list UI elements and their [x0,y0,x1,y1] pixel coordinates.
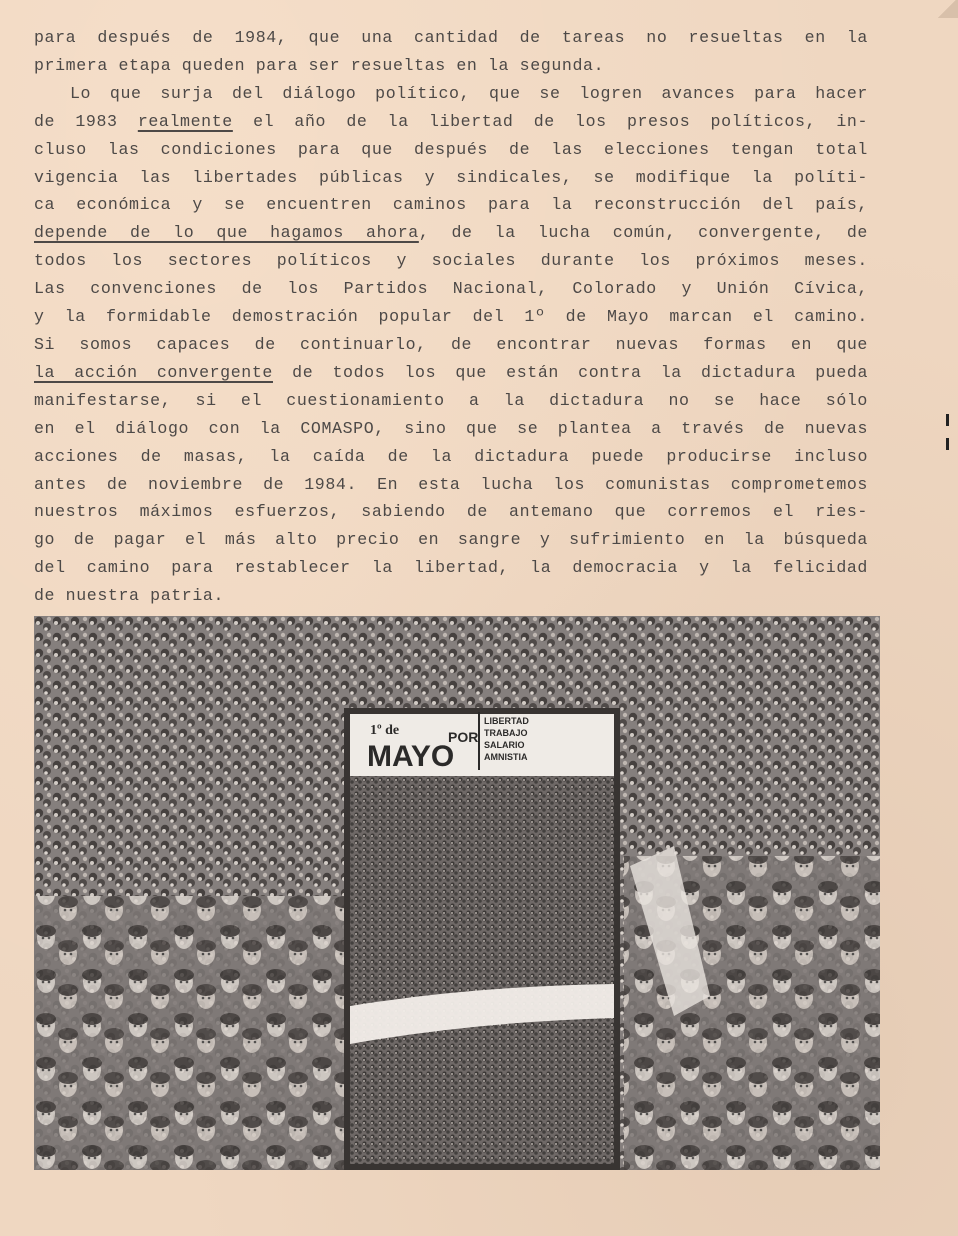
text-segment: , de la lucha común, convergente, de [418,223,868,243]
text-line: cluso las condiciones para que después de las elecciones tengan total [34,139,868,159]
banner-headline: MAYO [367,740,455,773]
edge-mark [946,438,949,450]
page-fold-corner [936,0,958,18]
crowd-photograph [34,616,880,1170]
text-line: Las convenciones de los Partidos Nacional, Colorado y Unión Cívica, [34,279,868,299]
banner-list-item: SALARIO [484,740,525,750]
crowd-photo-graphic [34,616,880,1170]
banner-por: POR [448,729,479,745]
edge-mark [946,414,949,426]
article-text [34,24,868,610]
text-line: vigencia las libertades públicas y sindicales, se modifique la políti- [34,167,868,187]
text-line: todos los sectores políticos y sociales durante los próximos meses. [34,251,868,271]
text-line: Lo que surja del diálogo político, que se logren avances para hacer [70,83,868,103]
text-line: go de pagar el más alto precio en sangre y sufrimiento en la búsqueda [34,530,868,550]
text-line: para después de 1984, que una cantidad de tareas no resueltas en la [34,28,868,47]
banner-list-item: TRABAJO [484,728,528,738]
text-line: Si somos capaces de continuarlo, de encontrar nuevas formas en que [34,334,868,354]
banner-list-item: AMNISTIA [484,752,528,762]
text-segment: de 1983 [34,111,138,131]
underlined-emphasis: realmente [137,111,233,131]
text-line-with-underline [34,108,868,136]
text-line: manifestarse, si el cuestionamiento a la dictadura no se hace sólo [34,390,868,410]
text-line: nuestros máximos esfuerzos, sabiendo de antemano que corremos el ries- [34,502,868,522]
text-line: primera etapa queden para ser resueltas en la segunda. [34,55,605,75]
text-line: y la formidable demostración popular del 1º de Mayo marcan el camino. [34,307,868,327]
underlined-emphasis: la acción convergente [34,362,273,382]
underlined-emphasis: depende de lo que hagamos ahora [34,223,419,243]
text-line-with-underline [34,219,868,247]
text-line: de nuestra patria. [34,586,225,606]
text-line: en el diálogo con la COMASPO, sino que se plantea a través de nuevas [34,418,868,438]
text-line-with-underline [34,359,868,387]
text-segment: de todos los que están contra la dictadura pueda [272,362,868,382]
text-line: acciones de masas, la caída de la dictadura puede producirse incluso [34,446,868,466]
banner-headline: 1º de [370,723,400,738]
text-segment: el año de la libertad de los presos políticos, in- [232,111,868,131]
text-line: ca económica y se encuentren caminos para la reconstrucción del país, [34,195,868,215]
banner-list-item: LIBERTAD [484,716,529,726]
text-line: antes de noviembre de 1984. En esta lucha los comunistas comprometemos [34,474,868,494]
text-line: del camino para restablecer la libertad, la democracia y la felicidad [34,558,868,578]
